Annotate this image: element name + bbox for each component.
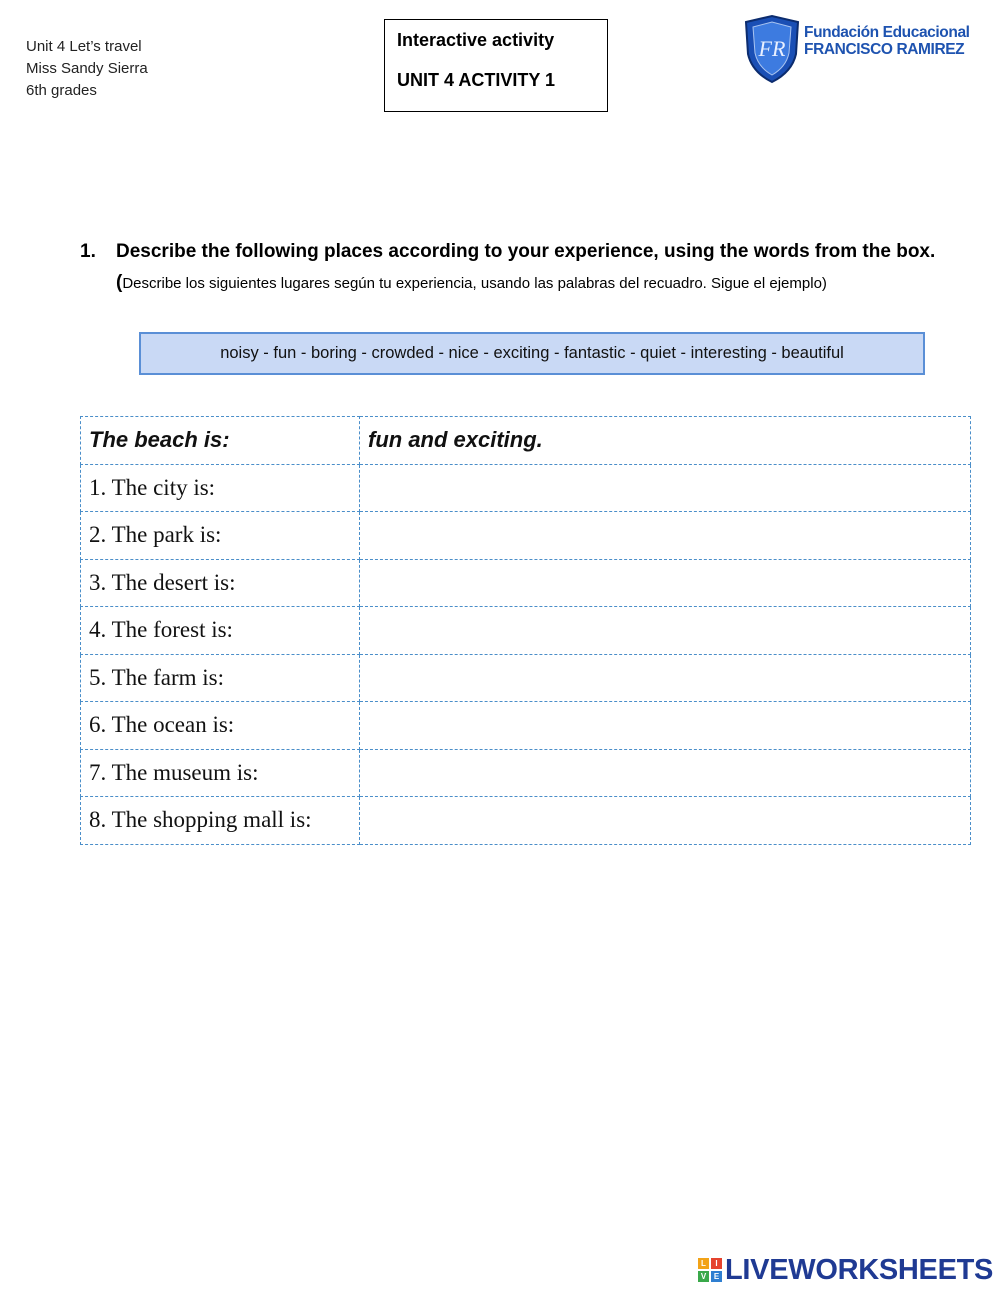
row-prompt: 8. The shopping mall is: <box>81 797 360 845</box>
answer-cell <box>360 654 971 702</box>
liveworksheets-blocks-icon: L I V E <box>698 1258 722 1282</box>
answer-input-park[interactable] <box>368 517 962 553</box>
answer-cell <box>360 512 971 560</box>
logo-monogram: FR <box>758 36 786 61</box>
table-row <box>81 702 971 750</box>
answer-cell <box>360 559 971 607</box>
answer-input-museum[interactable] <box>368 755 962 791</box>
activity-title: UNIT 4 ACTIVITY 1 <box>397 70 556 90</box>
school-name-line2: FRANCISCO RAMIREZ <box>804 41 965 58</box>
liveworksheets-logo <box>698 1255 993 1285</box>
answer-cell <box>360 797 971 845</box>
table-row <box>81 464 971 512</box>
teacher-name: Miss Sandy Sierra <box>26 60 148 77</box>
grade-label: 6th grades <box>26 82 97 99</box>
example-answer: fun and exciting. <box>360 417 971 465</box>
example-row <box>81 417 971 465</box>
table-row <box>81 607 971 655</box>
school-name <box>804 24 970 58</box>
row-prompt: 6. The ocean is: <box>81 702 360 750</box>
activity-type: Interactive activity <box>397 30 555 50</box>
liveworksheets-brand: LIVEWORKSHEETS <box>725 1253 994 1286</box>
unit-label: Unit 4 Let’s travel <box>26 38 142 55</box>
table-row <box>81 797 971 845</box>
answer-input-farm[interactable] <box>368 660 962 696</box>
activity-title-box <box>384 19 608 112</box>
places-table <box>80 416 971 845</box>
table-row <box>81 559 971 607</box>
word-bank: noisy - fun - boring - crowded - nice - exciting - fantastic - quiet - interesting - beautiful <box>139 332 925 375</box>
instruction <box>80 236 940 298</box>
answer-input-city[interactable] <box>368 470 962 506</box>
school-shield-icon <box>742 14 802 84</box>
school-name-line1: Fundación Educacional <box>804 24 970 41</box>
row-prompt: 4. The forest is: <box>81 607 360 655</box>
answer-cell <box>360 702 971 750</box>
answer-cell <box>360 464 971 512</box>
table-row <box>81 654 971 702</box>
answer-cell <box>360 607 971 655</box>
instruction-number: 1. <box>80 241 96 262</box>
answer-input-shopping-mall[interactable] <box>368 802 962 838</box>
answer-cell <box>360 749 971 797</box>
instruction-text <box>116 236 940 298</box>
row-prompt: 5. The farm is: <box>81 654 360 702</box>
school-logo <box>742 14 972 86</box>
header-info <box>26 36 148 102</box>
instruction-text-en: Describe the following places according to your experience, using the words from the box. ( <box>116 241 936 293</box>
answer-input-forest[interactable] <box>368 612 962 648</box>
table-row <box>81 749 971 797</box>
instruction-text-es: Describe los siguientes lugares según tu experiencia, usando las palabras del recuadro. Sigue el ejemplo) <box>122 275 827 292</box>
table-row <box>81 512 971 560</box>
row-prompt: 7. The museum is: <box>81 749 360 797</box>
row-prompt: 1. The city is: <box>81 464 360 512</box>
example-prompt: The beach is: <box>81 417 360 465</box>
answer-input-ocean[interactable] <box>368 707 962 743</box>
row-prompt: 3. The desert is: <box>81 559 360 607</box>
row-prompt: 2. The park is: <box>81 512 360 560</box>
answer-input-desert[interactable] <box>368 565 962 601</box>
